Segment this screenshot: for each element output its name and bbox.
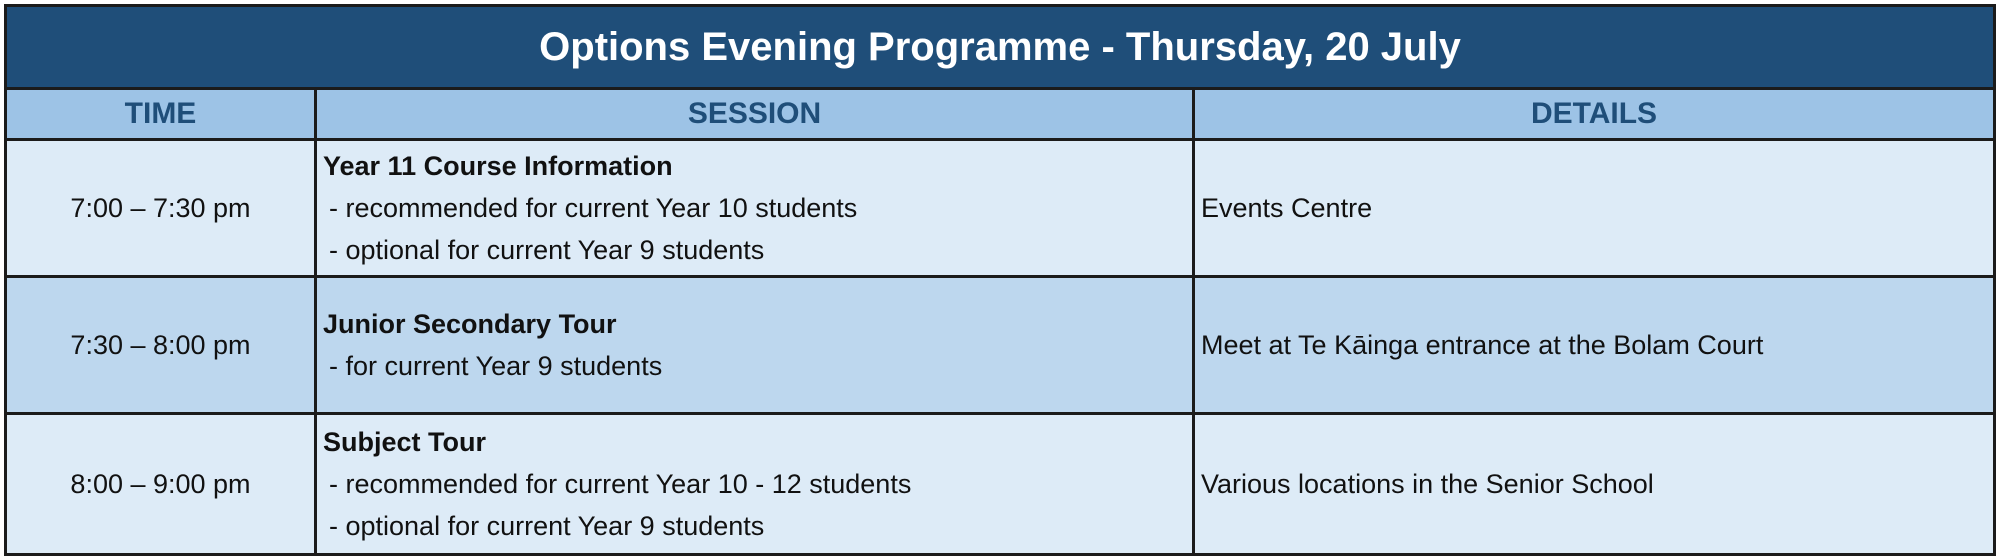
row-details: Various locations in the Senior School [1201, 468, 1654, 499]
session-note: - for current Year 9 students [329, 351, 663, 381]
session-title: Junior Secondary Tour [323, 309, 617, 339]
row-session [317, 278, 1195, 412]
session-note: - optional for current Year 9 students [329, 235, 765, 265]
header-details: DETAILS [1530, 97, 1658, 130]
header-session: SESSION [317, 90, 1195, 138]
session-note: - optional for current Year 9 students [329, 511, 765, 541]
row-details: Events Centre [1201, 192, 1373, 223]
session-note: - recommended for current Year 10 - 12 students [329, 469, 912, 499]
row-session [317, 415, 1195, 553]
programme-table [4, 4, 1996, 556]
table-title: Options Evening Programme - Thursday, 20 July [7, 7, 1993, 90]
row-time: 8:00 – 9:00 pm [7, 415, 317, 553]
table-row [7, 278, 1993, 415]
header-time: TIME [7, 90, 317, 138]
row-time: 7:30 – 8:00 pm [7, 278, 317, 412]
table-row [7, 415, 1993, 553]
row-time: 7:00 – 7:30 pm [7, 141, 317, 275]
session-note: - recommended for current Year 10 students [329, 193, 858, 223]
table-row [7, 141, 1993, 278]
session-title: Subject Tour [323, 427, 487, 457]
row-details: Meet at Te Kāinga entrance at the Bolam Court [1201, 329, 1764, 360]
session-title: Year 11 Course Information [323, 151, 673, 181]
row-session [317, 141, 1195, 275]
table-header-row [7, 90, 1993, 141]
